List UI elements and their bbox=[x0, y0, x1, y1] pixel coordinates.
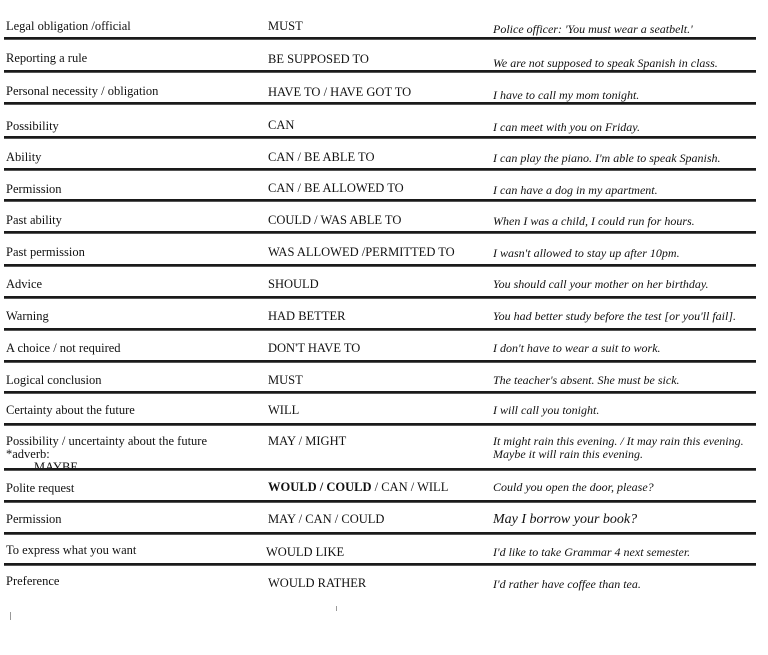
use-cell: Legal obligation /official bbox=[6, 19, 131, 33]
modal-cell: BE SUPPOSED TO bbox=[268, 52, 369, 66]
example-cell: The teacher's absent. She must be sick. bbox=[493, 373, 680, 387]
modal-cell: CAN bbox=[268, 118, 295, 132]
example-cell: Police officer: 'You must wear a seatbelt.' bbox=[493, 22, 693, 36]
use-cell: Polite request bbox=[6, 481, 75, 495]
table-row bbox=[4, 534, 756, 565]
example-cell: You should call your mother on her birthday. bbox=[493, 277, 709, 291]
use-cell: Certainty about the future bbox=[6, 403, 135, 417]
use-cell: Advice bbox=[6, 277, 43, 291]
table-row bbox=[4, 170, 756, 201]
modal-cell: WOULD LIKE bbox=[266, 545, 345, 559]
modal-cell: SHOULD bbox=[268, 277, 319, 291]
table-row bbox=[4, 138, 756, 170]
table-row bbox=[4, 39, 756, 72]
modal-rest: / CAN / WILL bbox=[371, 480, 449, 494]
modal-cell: HAVE TO / HAVE GOT TO bbox=[268, 85, 412, 99]
table-row bbox=[4, 72, 756, 104]
modal-cell: MAY / CAN / COULD bbox=[268, 512, 385, 526]
table-row bbox=[4, 362, 756, 393]
table-row bbox=[4, 425, 756, 474]
table-row bbox=[4, 502, 756, 534]
example-cell: I have to call my mom tonight. bbox=[493, 88, 640, 102]
use-cell: Ability bbox=[6, 150, 42, 164]
table-row bbox=[4, 330, 756, 362]
use-cell: Personal necessity / obligation bbox=[6, 84, 159, 98]
table-row bbox=[4, 18, 756, 39]
use-cell: Preference bbox=[6, 574, 60, 588]
use-cell: A choice / not required bbox=[6, 341, 121, 355]
table-row bbox=[4, 201, 756, 233]
example-line-1: It might rain this evening. / It may rain this evening. bbox=[493, 434, 744, 448]
use-cell: Logical conclusion bbox=[6, 373, 102, 387]
modal-cell: HAD BETTER bbox=[268, 309, 346, 323]
adverb-word: MAYBE bbox=[34, 460, 78, 474]
example-line-2: Maybe it will rain this evening. bbox=[493, 447, 643, 461]
example-cell: I'd rather have coffee than tea. bbox=[493, 577, 641, 591]
modal-cell: MUST bbox=[268, 373, 303, 387]
example-cell: I can play the piano. I'm able to speak Spanish. bbox=[493, 151, 721, 165]
adverb-label: *adverb: bbox=[6, 447, 50, 461]
example-cell: When I was a child, I could run for hours. bbox=[493, 214, 695, 228]
modal-cell: WOULD RATHER bbox=[268, 576, 367, 590]
modal-bold: WOULD / COULD bbox=[268, 480, 372, 494]
use-cell: Past permission bbox=[6, 245, 85, 259]
example-cell: I don't have to wear a suit to work. bbox=[493, 341, 661, 355]
example-cell: We are not supposed to speak Spanish in class. bbox=[493, 56, 718, 70]
use-cell: Permission bbox=[6, 182, 62, 196]
table-row bbox=[4, 470, 756, 502]
use-cell: Warning bbox=[6, 309, 49, 323]
modal-cell: COULD / WAS ABLE TO bbox=[268, 213, 402, 227]
table-row bbox=[4, 233, 756, 266]
example-cell: I will call you tonight. bbox=[493, 403, 600, 417]
table-row bbox=[4, 266, 756, 298]
use-cell: Reporting a rule bbox=[6, 51, 88, 65]
example-cell: I wasn't allowed to stay up after 10pm. bbox=[493, 246, 680, 260]
modal-cell bbox=[268, 481, 448, 494]
table-row bbox=[4, 393, 756, 425]
use-cell: Possibility bbox=[6, 119, 59, 133]
table-row bbox=[4, 565, 756, 597]
example-cell: You had better study before the test [or you'll fail]. bbox=[493, 309, 736, 323]
modal-cell: CAN / BE ABLE TO bbox=[268, 150, 375, 164]
table-row bbox=[4, 298, 756, 330]
use-cell: Permission bbox=[6, 512, 62, 526]
example-cell: I can meet with you on Friday. bbox=[493, 120, 640, 134]
example-cell: I can have a dog in my apartment. bbox=[493, 183, 658, 197]
modal-cell: WAS ALLOWED /PERMITTED TO bbox=[268, 245, 455, 259]
use-text: Possibility / uncertainty about the future bbox=[6, 434, 208, 448]
scan-speck bbox=[10, 612, 11, 620]
example-cell: May I borrow your book? bbox=[493, 512, 638, 527]
modal-cell: MAY / MIGHT bbox=[268, 434, 347, 448]
modal-cell: CAN / BE ALLOWED TO bbox=[268, 181, 404, 195]
example-cell: Could you open the door, please? bbox=[493, 480, 654, 494]
use-cell: Past ability bbox=[6, 213, 62, 227]
modal-cell: DON'T HAVE TO bbox=[268, 341, 361, 355]
use-cell: To express what you want bbox=[6, 543, 137, 557]
example-cell bbox=[493, 435, 744, 461]
table-row bbox=[4, 104, 756, 138]
modal-cell: WILL bbox=[268, 403, 300, 417]
scan-speck bbox=[336, 606, 337, 611]
example-cell: I'd like to take Grammar 4 next semester. bbox=[493, 545, 691, 559]
modal-cell: MUST bbox=[268, 19, 303, 33]
